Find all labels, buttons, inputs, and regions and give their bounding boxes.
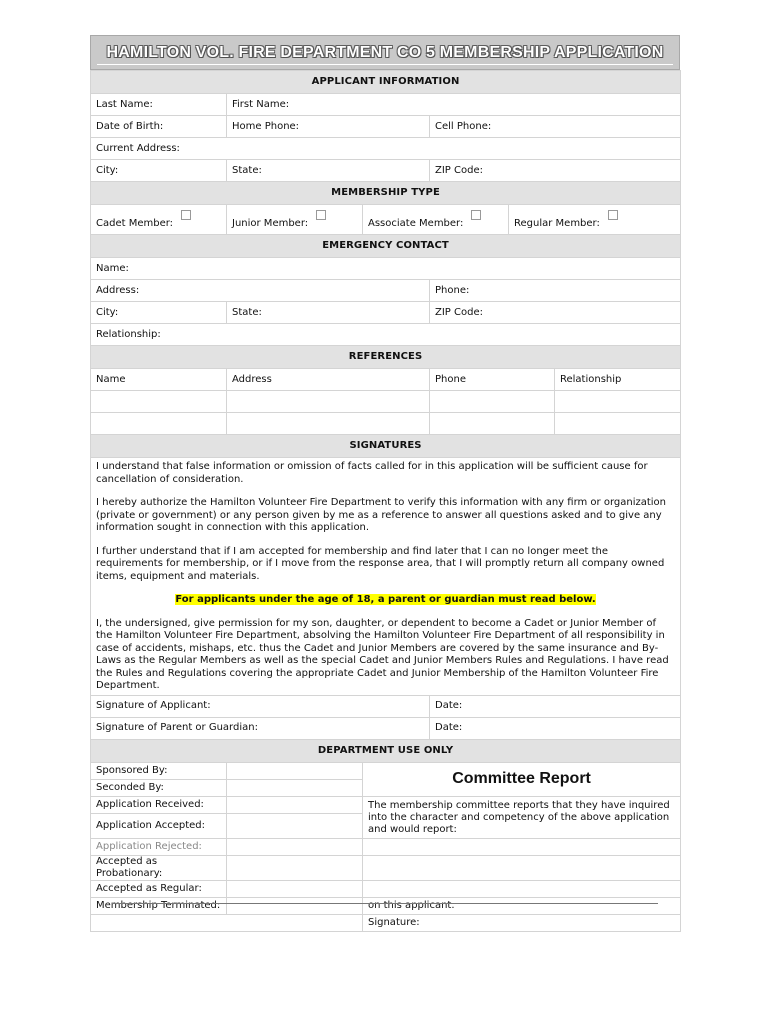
minor-notice-highlight: For applicants under the age of 18, a parent or guardian must read below.: [175, 594, 596, 605]
committee-report-line[interactable]: [363, 838, 681, 855]
reference-address-cell[interactable]: [227, 413, 430, 435]
application-accepted-label: Application Accepted:: [91, 813, 227, 838]
committee-report-text: The membership committee reports that they have inquired into the character and competency of the above application and would report:: [363, 796, 681, 838]
committee-report-title: Committee Report: [363, 762, 681, 796]
blank-cell: [91, 914, 227, 931]
associate-member-option[interactable]: Associate Member:: [363, 205, 509, 235]
last-name-field[interactable]: Last Name:: [91, 94, 227, 116]
reference-phone-cell[interactable]: [430, 413, 555, 435]
parent-signature-field[interactable]: Signature of Parent or Guardian:: [91, 717, 430, 739]
membership-terminated-field[interactable]: [227, 897, 363, 914]
junior-member-option[interactable]: Junior Member:: [227, 205, 363, 235]
reference-address-cell[interactable]: [227, 391, 430, 413]
form-title: HAMILTON VOL. FIRE DEPARTMENT CO 5 MEMBERSHIP APPLICATION: [106, 44, 664, 61]
city-field[interactable]: City:: [91, 160, 227, 182]
reference-name-cell[interactable]: [91, 391, 227, 413]
committee-report-line[interactable]: [363, 880, 681, 897]
application-rejected-field[interactable]: [227, 838, 363, 855]
false-info-paragraph: I understand that false information or omission of facts called for in this application will be sufficient cause for cancellation of consideration.: [96, 461, 648, 485]
membership-terminated-label: Membership Terminated:: [91, 897, 227, 914]
regular-member-checkbox[interactable]: [608, 210, 618, 220]
committee-report-line[interactable]: [363, 855, 681, 880]
signatures-text: [91, 458, 681, 696]
form-table: [90, 70, 681, 932]
blank-cell: [227, 914, 363, 931]
sponsored-by-label: Sponsored By:: [91, 762, 227, 779]
section-emergency-contact: EMERGENCY CONTACT: [91, 235, 681, 258]
membership-application-form: [90, 35, 680, 932]
date-of-birth-field[interactable]: Date of Birth:: [91, 116, 227, 138]
accepted-probationary-field[interactable]: [227, 855, 363, 880]
sponsored-by-field[interactable]: [227, 762, 363, 779]
parent-date-field[interactable]: Date:: [430, 717, 681, 739]
junior-member-checkbox[interactable]: [316, 210, 326, 220]
cadet-member-checkbox[interactable]: [181, 210, 191, 220]
emergency-city-field[interactable]: City:: [91, 302, 227, 324]
regular-member-option[interactable]: Regular Member:: [509, 205, 681, 235]
emergency-address-field[interactable]: Address:: [91, 280, 430, 302]
cell-phone-field[interactable]: Cell Phone:: [430, 116, 681, 138]
application-accepted-field[interactable]: [227, 813, 363, 838]
reference-row: [91, 413, 681, 435]
reference-row: [91, 391, 681, 413]
parental-permission-paragraph: I, the undersigned, give permission for my son, daughter, or dependent to become a Cadet or Junior Member of the Hamilton Volunteer Fire Department, absolving the Hamilton Volunteer Fire Department of all responsibility in case of accidents, mishaps, etc. thus the Cadet and Junior Members are covered by the same insurance and By-Laws as the Regular Members as well as the special Cadet and Junior Members Rules and Regulations. I have read the Rules and Regulations covering the appropriate Cadet and Junior Membership of the Hamilton Volunteer Fire Department.: [96, 617, 669, 691]
seconded-by-label: Seconded By:: [91, 779, 227, 796]
emergency-relationship-field[interactable]: Relationship:: [91, 324, 681, 346]
form-title-bar: [90, 35, 680, 70]
application-received-field[interactable]: [227, 796, 363, 813]
references-column-name: Name: [91, 369, 227, 391]
references-column-relationship: Relationship: [555, 369, 681, 391]
accepted-probationary-label: Accepted as Probationary:: [91, 855, 227, 880]
application-received-label: Application Received:: [91, 796, 227, 813]
associate-member-checkbox[interactable]: [471, 210, 481, 220]
application-rejected-label: Application Rejected:: [91, 838, 227, 855]
emergency-zip-field[interactable]: ZIP Code:: [430, 302, 681, 324]
references-column-address: Address: [227, 369, 430, 391]
authorization-paragraph: I hereby authorize the Hamilton Volunteer Fire Department to verify this information with any firm or organization (private or government) or any person given by me as a reference to answer all questions asked and to give any information sought in connection with this application.: [96, 497, 667, 533]
references-column-phone: Phone: [430, 369, 555, 391]
accepted-regular-label: Accepted as Regular:: [91, 880, 227, 897]
section-applicant-information: APPLICANT INFORMATION: [91, 71, 681, 94]
section-references: REFERENCES: [91, 346, 681, 369]
current-address-field[interactable]: Current Address:: [91, 138, 681, 160]
applicant-signature-field[interactable]: Signature of Applicant:: [91, 695, 430, 717]
emergency-state-field[interactable]: State:: [227, 302, 430, 324]
reference-phone-cell[interactable]: [430, 391, 555, 413]
reference-relationship-cell[interactable]: [555, 391, 681, 413]
applicant-date-field[interactable]: Date:: [430, 695, 681, 717]
accepted-regular-field[interactable]: [227, 880, 363, 897]
return-items-paragraph: I further understand that if I am accepted for membership and find later that I can no longer meet the requirements for membership, or if I move from the response area, that I will promptly return all company owned items, equipment and materials.: [96, 545, 665, 582]
seconded-by-field[interactable]: [227, 779, 363, 796]
section-department-use-only: DEPARTMENT USE ONLY: [91, 739, 681, 762]
reference-relationship-cell[interactable]: [555, 413, 681, 435]
committee-signature-field[interactable]: Signature:: [363, 914, 681, 931]
first-name-field[interactable]: First Name:: [227, 94, 681, 116]
section-signatures: SIGNATURES: [91, 435, 681, 458]
on-this-applicant-text: on this applicant.: [363, 897, 681, 914]
section-membership-type: MEMBERSHIP TYPE: [91, 182, 681, 205]
zip-code-field[interactable]: ZIP Code:: [430, 160, 681, 182]
cadet-member-option[interactable]: Cadet Member:: [91, 205, 227, 235]
emergency-phone-field[interactable]: Phone:: [430, 280, 681, 302]
home-phone-field[interactable]: Home Phone:: [227, 116, 430, 138]
reference-name-cell[interactable]: [91, 413, 227, 435]
state-field[interactable]: State:: [227, 160, 430, 182]
title-underline: [97, 64, 673, 65]
footer-rule: [112, 903, 658, 904]
emergency-name-field[interactable]: Name:: [91, 258, 681, 280]
